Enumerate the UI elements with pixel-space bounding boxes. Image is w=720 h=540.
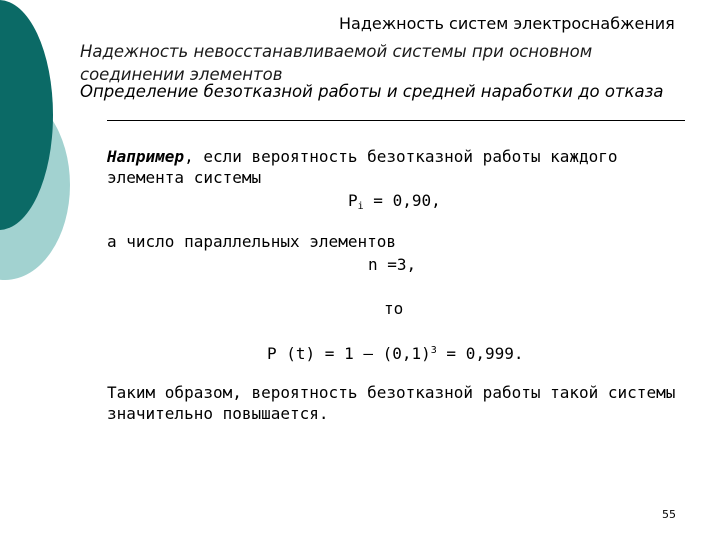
- formula3-right: = 0,999.: [436, 344, 524, 363]
- conjunction-text: то: [384, 299, 404, 318]
- divider-line: [107, 120, 685, 121]
- example-text: , если вероятность безотказной работы каждого элемента системы: [107, 147, 618, 187]
- formula1-right: = 0,90,: [363, 191, 441, 210]
- page-number: 55: [662, 508, 676, 521]
- decorative-circles: [0, 0, 90, 300]
- subtopic-title: Определение безотказной работы и средней наработки до отказа: [80, 82, 664, 101]
- formula3-superscript: 3: [430, 345, 437, 356]
- example-paragraph: [107, 146, 687, 188]
- formula-result: [267, 340, 524, 364]
- topic-title: Надежность невосстанавливаемой системы при основном соединении элементов: [80, 42, 593, 84]
- formula3-left: P (t) = 1 — (0,1): [267, 344, 431, 363]
- example-lead: Например: [107, 147, 185, 166]
- formula1-subscript: i: [357, 201, 364, 212]
- formula1-left: P: [348, 191, 358, 210]
- formula-count: n =3,: [368, 255, 417, 274]
- course-title: Надежность систем электроснабжения: [339, 14, 675, 33]
- conclusion-paragraph: Таким образом, вероятность безотказной работы такой системы значительно повышается.: [107, 383, 676, 423]
- formula-probability: [348, 190, 441, 217]
- parallel-elements-text: а число параллельных элементов: [107, 232, 396, 251]
